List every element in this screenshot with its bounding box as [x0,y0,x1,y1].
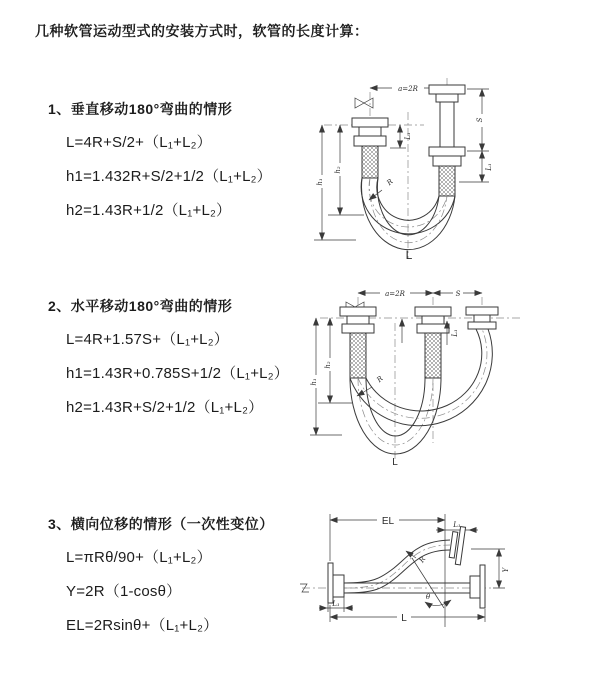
formula-length: L=4R+S/2+（L₁+L₂） [66,134,212,151]
formula-el: EL=2Rsinθ+（L₁+L₂） [66,617,219,634]
dim-label-s: S [455,290,461,298]
formula-h2: h2=1.43R+1/2（L₁+L₂） [66,202,232,219]
hose-arc-pos2 [366,329,482,411]
left-flange-neck [359,127,381,136]
hose-arc [350,378,441,454]
left-braided-hose [362,146,378,178]
section-1-heading: 1、垂直移动180°弯曲的情形 [48,101,233,117]
right-flange-hub-low [433,156,461,166]
diagram-horizontal-bend [308,283,600,468]
radius-arrow [357,387,372,396]
mid-flange-neck [422,316,444,324]
right-flange-nut [466,307,498,315]
right-flange-neck-top [436,94,458,102]
dim-label-a2r: a=2R [385,290,405,298]
diagram-lateral-displacement [298,505,600,653]
dim-label-h1: h₁ [316,178,324,186]
formula-h1: h1=1.43R+0.785S+1/2（L₁+L₂） [66,365,289,382]
formula-h1: h1=1.432R+S/2+1/2（L₁+L₂） [66,168,272,185]
radius-arrow [369,190,382,200]
radius-label: R [417,555,428,565]
length-label: L [392,457,398,468]
right-flange-nut-low [429,147,465,156]
right-braided-hose [439,166,455,196]
section-horizontal-bend [48,297,289,417]
dim-label-s: S [476,117,484,123]
right-flange-neck [474,315,490,322]
dim-label-l1: L₁ [451,329,459,337]
extension-lines [330,514,445,627]
radius-label: R [375,374,385,385]
mid-braided-hose [425,333,441,378]
left-flange-plate [328,563,333,603]
right-flange-plate [480,565,485,608]
hose-arc [366,378,425,436]
length-label: L [405,248,413,262]
left-flange-hub [354,136,386,146]
section-lateral-displacement [48,515,274,635]
left-flange-nut [352,118,388,127]
formula-y: Y=2R（1-cosθ） [66,583,182,600]
right-flange-hub [470,576,480,598]
left-flange-nut [340,307,376,316]
hose-centerline-arc-pos2 [358,329,487,418]
dim-label-el: EL [381,516,395,527]
left-flange-hub [333,575,344,597]
diagram-vertical-bend [312,72,590,262]
formula-length: L=πRθ/90+（L₁+L₂） [66,549,212,566]
page-title: 几种软管运动型式的安装方式时，软管的长度计算： [35,23,369,39]
dim-label-a2r: a=2R [398,85,418,93]
section-vertical-bend [48,100,272,220]
dim-label-l1-left: L₁ [404,132,412,140]
right-rigid-pipe [440,102,454,147]
mid-flange-nut [415,307,451,316]
section-3-heading: 3、横向位移的情形（一次性变位） [48,516,274,532]
radius-arrow [406,551,416,558]
dim-label-l: L [401,613,407,624]
hose-curve-wall [344,550,450,593]
mid-flange-hub [417,324,449,333]
dim-label-l1-right: L₁ [485,163,493,171]
top-right-flange [448,526,465,565]
left-flange-hub [342,324,374,333]
formula-h2: h2=1.43R+S/2+1/2（L₁+L₂） [66,399,264,416]
dim-label-l1-left: L₁ [332,600,340,608]
formula-length: L=4R+1.57S+（L₁+L₂） [66,331,229,348]
left-flange-neck [347,316,369,324]
right-flange-hub [468,322,496,329]
dim-label-h2: h₂ [324,361,332,369]
right-flange-nut-top [429,85,465,94]
radius-label: R [385,177,395,188]
left-braided-hose [350,333,366,378]
dim-label-y: Y [502,567,510,573]
section-2-heading: 2、水平移动180°弯曲的情形 [48,298,233,314]
dim-label-h2: h₂ [334,166,342,174]
angle-label: θ [425,593,431,601]
dim-label-h1: h₁ [310,378,318,386]
dim-label-l1-top: L₁ [453,521,461,529]
